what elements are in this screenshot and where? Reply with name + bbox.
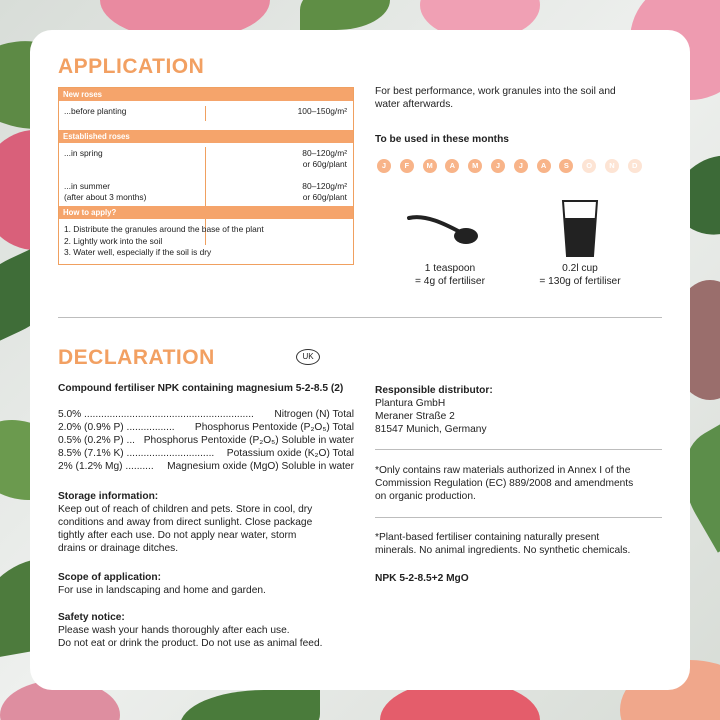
month-dot: O	[582, 159, 596, 173]
storage-line: conditions and away from direct sunlight. Close package	[58, 517, 313, 528]
best-performance-line: For best performance, work granules into the soil and	[375, 86, 616, 97]
npk-nutrient: Phosphorus Pentoxide (P₂O₅) Total	[194, 422, 354, 433]
month-dot: M	[423, 159, 437, 173]
npk-nutrient: Phosphorus Pentoxide (P₂O₅) Soluble in water	[143, 435, 354, 446]
new-roses-header: New roses	[59, 88, 353, 101]
teaspoon-icon	[405, 210, 485, 250]
info-card	[30, 30, 690, 690]
npk-value: 2% (1.2% Mg) ..........	[58, 461, 154, 472]
month-dot: A	[445, 159, 459, 173]
application-title: APPLICATION	[58, 55, 205, 78]
npk-row	[58, 460, 354, 473]
safety-line: Do not eat or drink the product. Do not use as animal feed.	[58, 638, 323, 649]
plant-based-note	[375, 531, 630, 557]
cup-icon	[560, 198, 600, 260]
month-dot: S	[559, 159, 573, 173]
month-dot: M	[468, 159, 482, 173]
scope-title: Scope of application:	[58, 572, 162, 583]
npk-value: 0.5% (0.2% P) ...	[58, 435, 136, 446]
npk-row	[58, 447, 354, 460]
month-dot: F	[400, 159, 414, 173]
npk-list	[58, 408, 354, 473]
summer-value-2: or 60g/plant	[302, 192, 347, 202]
month-dot: J	[514, 159, 528, 173]
cup-caption	[530, 262, 630, 288]
months-title: To be used in these months	[375, 134, 509, 145]
storage-line: tightly after each use. Do not apply near water, storm	[58, 530, 297, 541]
distributor-title: Responsible distributor:	[375, 385, 493, 396]
annex-note	[375, 464, 633, 503]
declaration-title: DECLARATION	[58, 346, 215, 369]
npk-summary: NPK 5-2-8.5+2 MgO	[375, 573, 469, 584]
compound-title: Compound fertiliser NPK containing magnesium 5-2-8.5 (2)	[58, 383, 344, 394]
spring-label: ...in spring	[64, 148, 103, 158]
teaspoon-caption-line: = 4g of fertiliser	[415, 276, 485, 287]
npk-row	[58, 434, 354, 447]
distributor-line: Plantura GmbH	[375, 398, 446, 409]
dosage-table	[58, 87, 354, 265]
cup-caption-line: 0.2l cup	[562, 263, 598, 274]
storage-line: Keep out of reach of children and pets. Store in cool, dry	[58, 504, 313, 515]
table-divider	[205, 106, 206, 121]
divider	[375, 449, 662, 450]
cup-caption-line: = 130g of fertiliser	[539, 276, 621, 287]
scope-text: For use in landscaping and home and garden.	[58, 585, 266, 596]
best-performance-line: water afterwards.	[375, 99, 454, 110]
distributor-section	[375, 384, 493, 436]
safety-line: Please wash your hands thoroughly after each use.	[58, 625, 290, 636]
month-dot: J	[491, 159, 505, 173]
safety-title: Safety notice:	[58, 612, 125, 623]
divider	[375, 517, 662, 518]
summer-label-2: (after about 3 months)	[64, 192, 147, 202]
spring-value-2: or 60g/plant	[302, 159, 347, 169]
npk-row	[58, 421, 354, 434]
teaspoon-caption	[400, 262, 500, 288]
annex-line: on organic production.	[375, 491, 476, 502]
month-dot: N	[605, 159, 619, 173]
storage-title: Storage information:	[58, 491, 159, 502]
month-dot: D	[628, 159, 642, 173]
uk-badge: UK	[296, 349, 320, 365]
safety-section	[58, 611, 322, 650]
leaf-decoration	[180, 690, 320, 720]
npk-nutrient: Nitrogen (N) Total	[274, 409, 354, 420]
leaf-decoration	[300, 0, 390, 30]
npk-row	[58, 408, 354, 421]
section-divider	[58, 317, 662, 318]
npk-nutrient: Magnesium oxide (MgO) Soluble in water	[167, 461, 354, 472]
step-item: 3. Water well, especially if the soil is dry	[64, 247, 212, 257]
month-dot: J	[377, 159, 391, 173]
step-item: 1. Distribute the granules around the base of the plant	[64, 224, 264, 234]
spring-value-1: 80–120g/m²	[302, 148, 347, 158]
npk-value: 2.0% (0.9% P) .................	[58, 422, 175, 433]
month-dot: A	[537, 159, 551, 173]
teaspoon-caption-line: 1 teaspoon	[424, 263, 476, 274]
plant-based-line: minerals. No animal ingredients. No synthetic chemicals.	[375, 545, 631, 556]
how-to-apply-header: How to apply?	[59, 206, 353, 219]
step-item: 2. Lightly work into the soil	[64, 235, 163, 246]
npk-value: 8.5% (7.1% K) ...............................	[58, 448, 215, 459]
application-steps	[64, 224, 264, 259]
summer-value-1: 80–120g/m²	[302, 181, 347, 191]
best-performance-text	[375, 85, 616, 111]
storage-section	[58, 490, 312, 555]
plant-based-line: *Plant-based fertiliser containing naturally present	[375, 532, 600, 543]
summer-label-1: ...in summer	[64, 181, 111, 191]
before-planting-label: ...before planting	[64, 106, 127, 116]
npk-value: 5.0% ............................................................	[58, 409, 254, 420]
storage-line: drains or drainage ditches.	[58, 543, 179, 554]
annex-line: *Only contains raw materials authorized in Annex I of the	[375, 465, 631, 476]
annex-line: Commission Regulation (EC) 889/2008 and amendments	[375, 478, 634, 489]
established-roses-header: Established roses	[59, 130, 353, 143]
months-row	[377, 155, 651, 173]
distributor-line: Meraner Straße 2	[375, 411, 455, 422]
before-planting-value: 100–150g/m²	[297, 106, 347, 116]
npk-nutrient: Potassium oxide (K₂O) Total	[226, 448, 354, 459]
distributor-line: 81547 Munich, Germany	[375, 424, 487, 435]
scope-section	[58, 571, 266, 597]
